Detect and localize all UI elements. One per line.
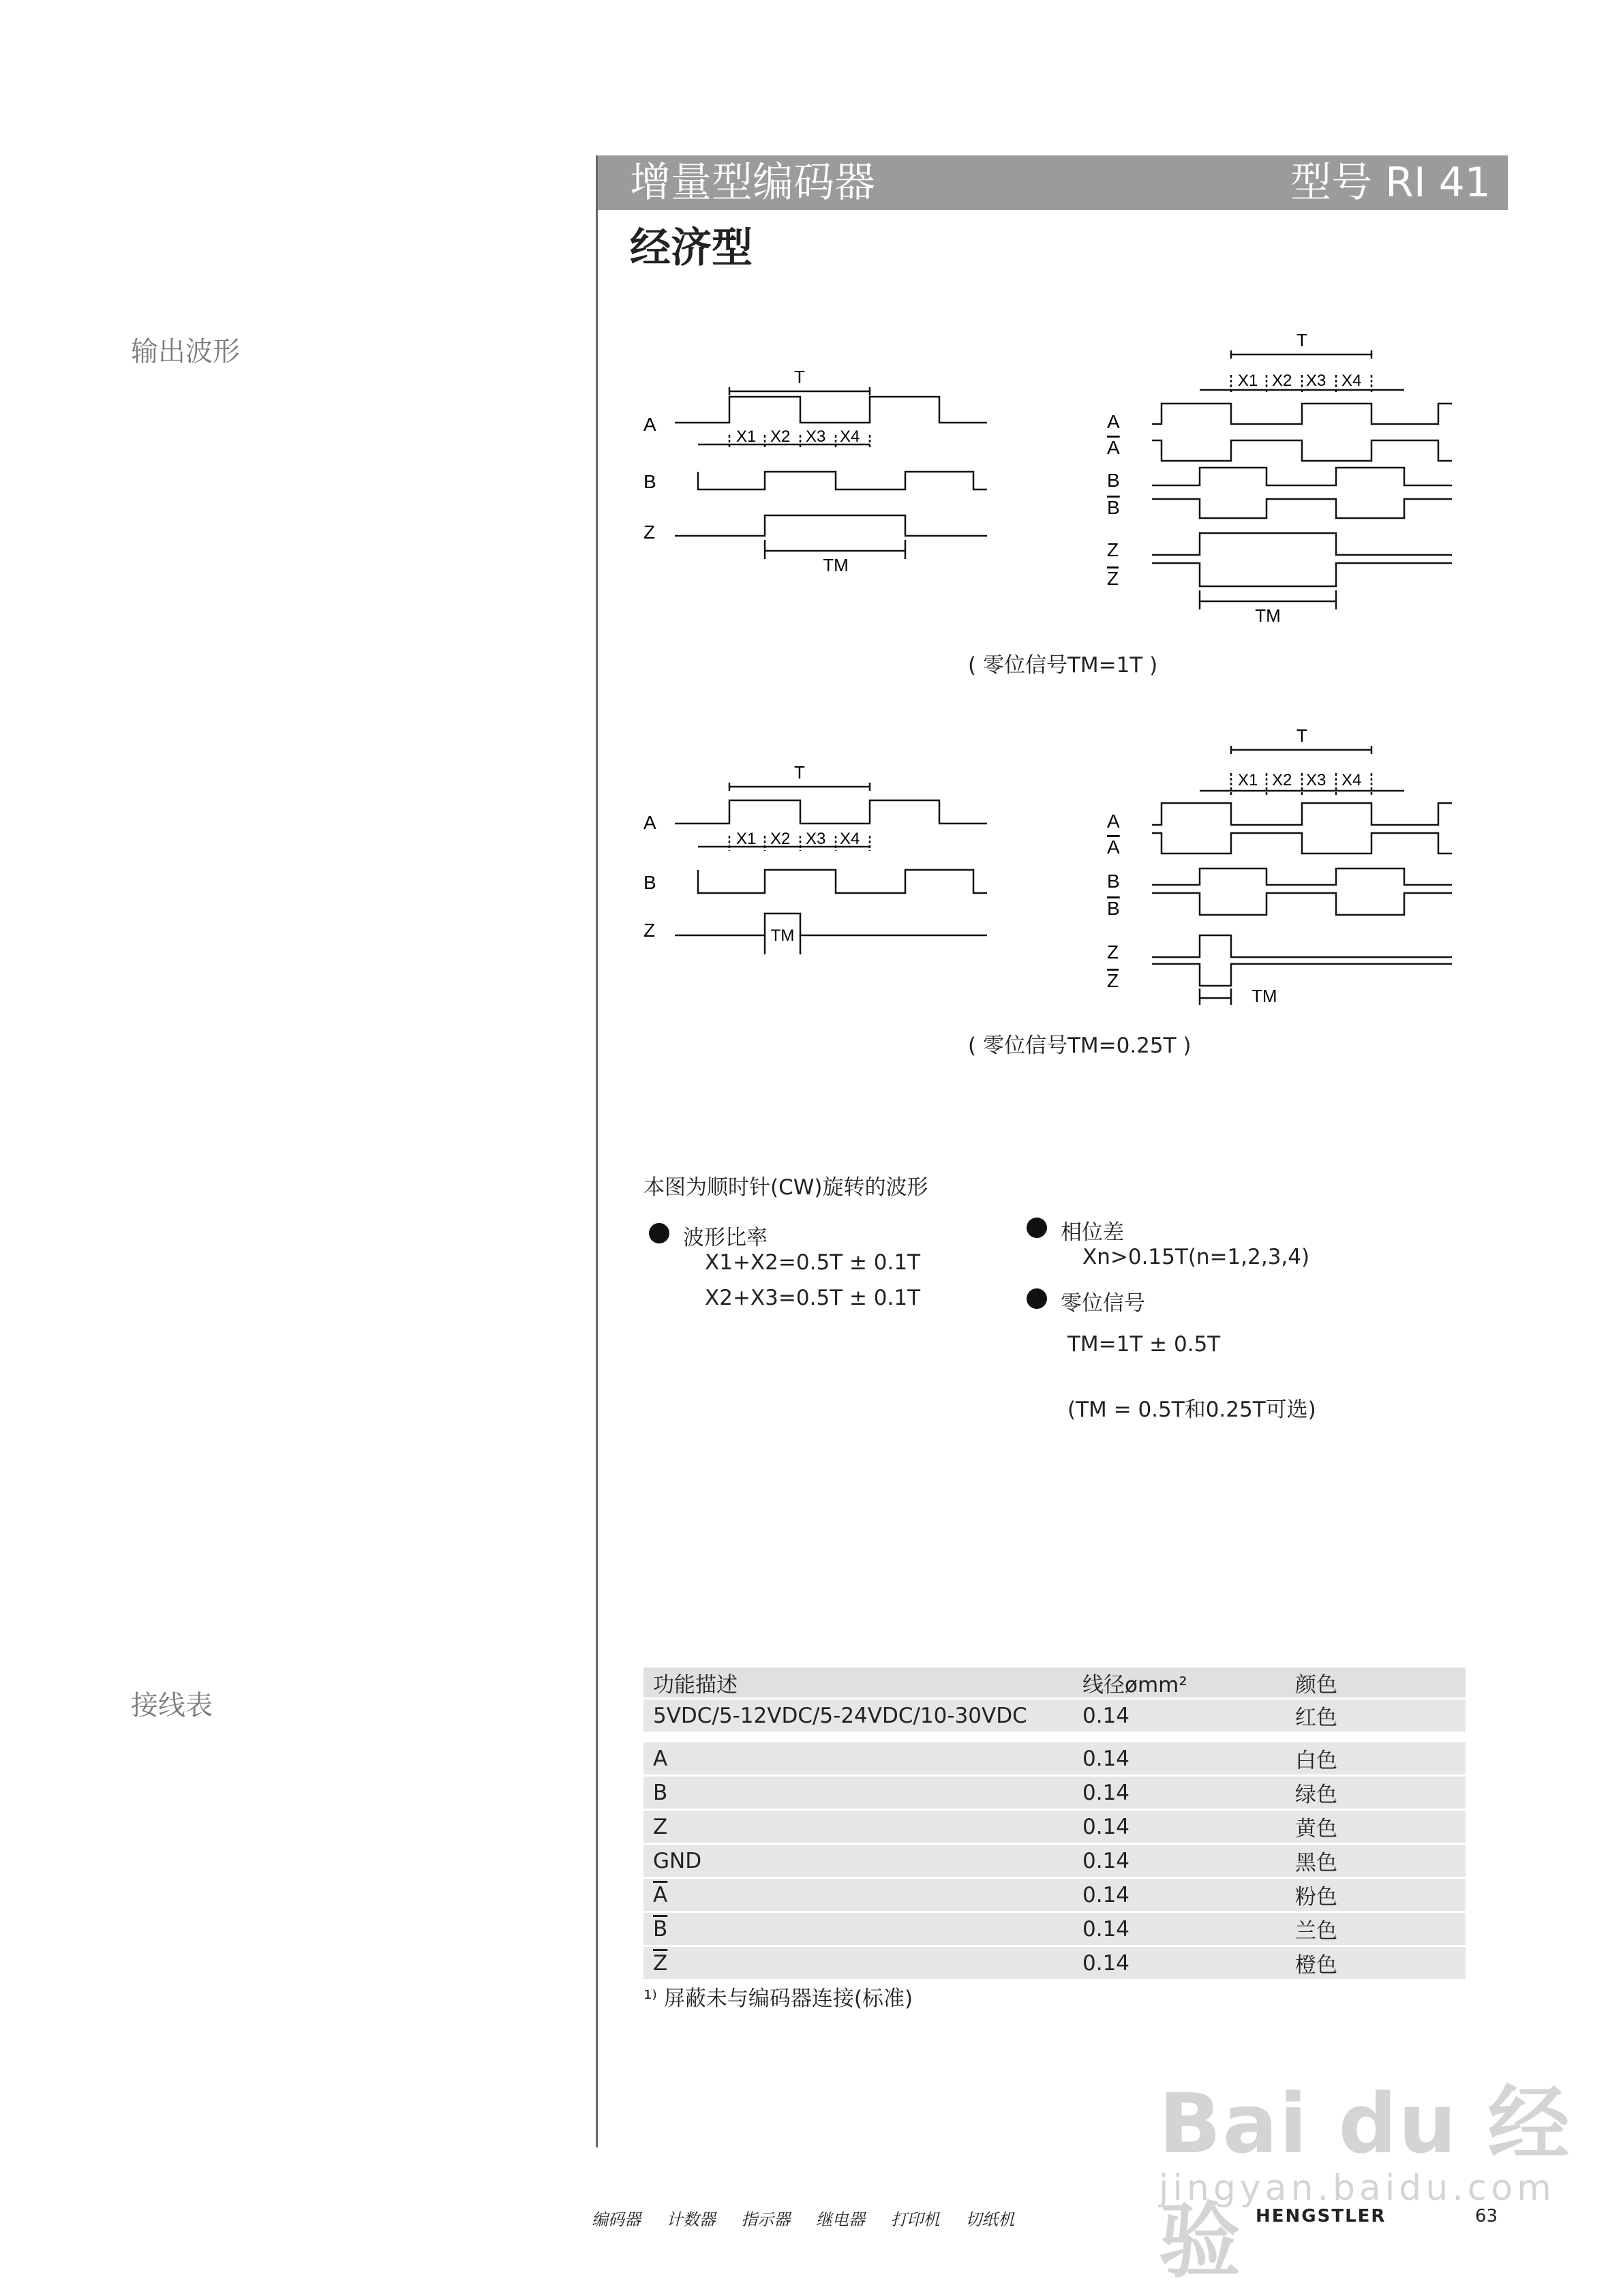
label-A: A <box>643 414 656 435</box>
table-row: $\overline{A}$ 0.14 粉色 <box>643 1877 1466 1911</box>
label-Z: Z <box>643 522 656 543</box>
bullet-icon <box>649 1223 669 1243</box>
svg-text:X4: X4 <box>1341 771 1362 789</box>
svg-text:TM: TM <box>1252 986 1277 1006</box>
label-TM: TM <box>823 555 849 575</box>
table-row: $\overline{B}$ 0.14 兰色 <box>643 1911 1466 1945</box>
footer-item: 指示器 <box>741 2210 791 2229</box>
watermark-url: jingyan.baidu.com <box>1159 2168 1556 2209</box>
bullet-icon <box>1027 1288 1047 1309</box>
zero-title: 零位信号 <box>1061 1291 1145 1316</box>
waveform-diagram-3 <box>634 755 988 973</box>
svg-text:X4: X4 <box>1341 372 1362 390</box>
svg-text:TM: TM <box>1255 605 1281 626</box>
table-row <box>643 1732 1466 1740</box>
page-subtitle: 经济型 <box>630 224 753 272</box>
footer-item: 打印机 <box>890 2210 940 2229</box>
svg-text:X1: X1 <box>1238 372 1258 390</box>
svg-text:Z: Z <box>1107 970 1119 991</box>
label-X2: X2 <box>770 427 791 446</box>
waveform-diagram-2 <box>1097 320 1479 634</box>
brand-logo: HENGSTLER <box>1256 2206 1386 2226</box>
svg-text:B: B <box>643 872 656 893</box>
zero-line: TM=1T ± 0.5T <box>1067 1332 1221 1357</box>
svg-text:A: A <box>1107 836 1120 858</box>
svg-text:X1: X1 <box>1238 771 1258 789</box>
watermark: Bai du 经验 <box>1159 2077 1571 2289</box>
wiring-footnote: ¹⁾ 屏蔽未与编码器连接(标准) <box>643 1987 913 2011</box>
svg-text:B: B <box>1107 497 1120 518</box>
wiring-table <box>643 1667 1466 1979</box>
svg-text:X2: X2 <box>1272 771 1292 789</box>
svg-text:Z: Z <box>1107 941 1119 963</box>
phase-line: Xn>0.15T(n=1,2,3,4) <box>1082 1245 1310 1269</box>
svg-text:Z: Z <box>1107 539 1119 560</box>
model-number: 型号 RI 41 <box>1290 159 1491 207</box>
table-row: B 0.14 绿色 <box>643 1774 1466 1809</box>
table-header: 功能描述 线径ømm² 颜色 <box>643 1667 1466 1697</box>
svg-text:A: A <box>1107 437 1120 458</box>
svg-text:X4: X4 <box>840 830 860 848</box>
label-X4: X4 <box>840 427 860 446</box>
label-X3: X3 <box>806 427 826 446</box>
footer-item: 继电器 <box>815 2210 865 2229</box>
svg-text:T: T <box>1296 725 1307 746</box>
caption-tm-1t: ( 零位信号TM=1T ) <box>968 653 1158 678</box>
ratio-title: 波形比率 <box>683 1226 768 1250</box>
page-title: 增量型编码器 <box>630 159 875 207</box>
waveform-diagram-1 <box>634 354 988 579</box>
svg-text:A: A <box>1107 411 1120 432</box>
table-row: GND 0.14 黑色 <box>643 1843 1466 1877</box>
direction-note: 本图为顺时针(CW)旋转的波形 <box>643 1175 928 1200</box>
zero-option: (TM = 0.5T和0.25T可选) <box>1067 1398 1316 1422</box>
section-label-waveform: 输出波形 <box>131 336 240 367</box>
phase-title: 相位差 <box>1061 1220 1124 1245</box>
svg-text:X2: X2 <box>770 830 791 848</box>
waveform-diagram-4 <box>1097 716 1479 1016</box>
label-T: T <box>794 367 805 387</box>
section-label-wiring: 接线表 <box>131 1690 213 1721</box>
table-row: A 0.14 白色 <box>643 1740 1466 1774</box>
svg-text:X2: X2 <box>1272 372 1292 390</box>
svg-text:B: B <box>1107 470 1120 491</box>
page-number: 63 <box>1475 2206 1498 2226</box>
bullet-icon <box>1027 1218 1047 1238</box>
caption-tm-025t: ( 零位信号TM=0.25T ) <box>968 1033 1192 1058</box>
svg-text:Z: Z <box>643 920 656 941</box>
footer-item: 切纸机 <box>965 2210 1015 2229</box>
svg-text:T: T <box>794 762 805 783</box>
footer-product-list <box>592 2206 1035 2230</box>
svg-text:X3: X3 <box>1306 372 1326 390</box>
svg-text:X3: X3 <box>806 830 826 848</box>
svg-text:TM: TM <box>770 926 795 945</box>
svg-text:B: B <box>1107 871 1120 892</box>
footer-item: 计数器 <box>666 2210 716 2229</box>
label-X1: X1 <box>736 427 757 446</box>
svg-text:A: A <box>1107 811 1120 832</box>
svg-text:A: A <box>643 812 656 833</box>
svg-text:B: B <box>1107 898 1120 919</box>
vertical-divider <box>596 155 598 2147</box>
svg-text:Z: Z <box>1107 568 1119 589</box>
label-B: B <box>643 471 656 492</box>
table-row: $\overline{Z}$ 0.14 橙色 <box>643 1945 1466 1979</box>
svg-text:X3: X3 <box>1306 771 1326 789</box>
ratio-line-2: X2+X3=0.5T ± 0.1T <box>705 1286 921 1310</box>
table-row: Z 0.14 黄色 <box>643 1809 1466 1843</box>
svg-text:T: T <box>1296 330 1307 350</box>
ratio-line-1: X1+X2=0.5T ± 0.1T <box>705 1250 921 1275</box>
svg-text:X1: X1 <box>736 830 757 848</box>
footer-item: 编码器 <box>592 2210 641 2229</box>
table-row: 5VDC/5-12VDC/5-24VDC/10-30VDC 0.14 红色 <box>643 1697 1466 1732</box>
